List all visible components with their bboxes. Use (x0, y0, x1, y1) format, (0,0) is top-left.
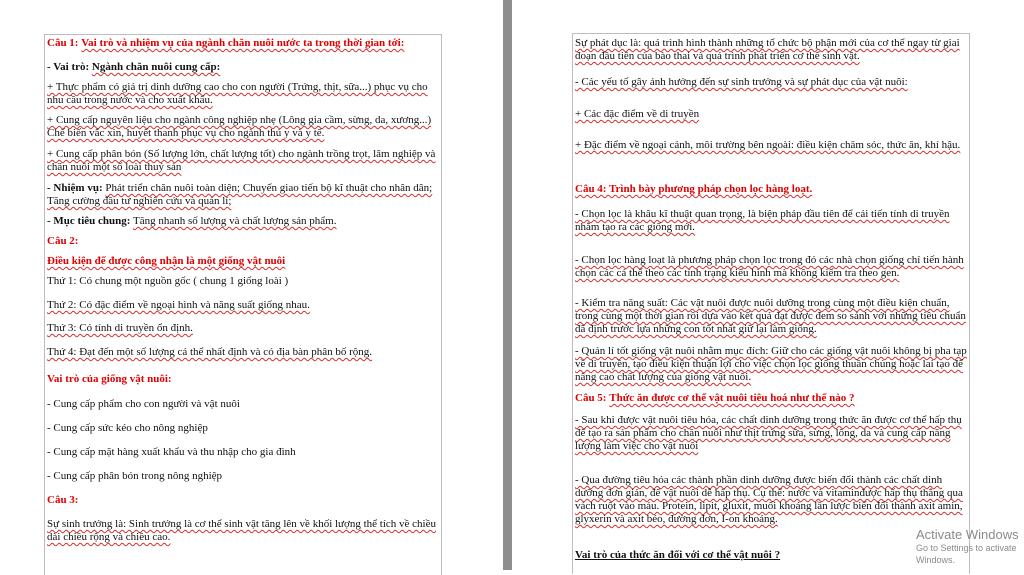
question-5-heading: Câu 5: Thức ăn được cơ thể vật nuôi tiêu hoá như thế nào ? (575, 392, 855, 404)
breed-role-1: - Cung cấp phẩm cho con người và vật nuôi (47, 398, 240, 410)
condition-4: Thứ 4: Đạt đến một số lượng cá thể nhất định và có địa bàn phân bố rộng. (47, 346, 373, 358)
goal-paragraph: - Mục tiêu chung: Tăng nhanh số lượng và chất lượng sản phẩm. (47, 215, 337, 227)
document-page-left[interactable] (44, 34, 442, 575)
factor-environment: + Đặc điểm về ngoại cảnh, môi trường bên ngoài: điều kiện chăm sóc, thức ăn, khí hậu. (575, 139, 961, 151)
role-heading: - Vai trò: Ngành chăn nuôi cung cấp: (47, 61, 221, 73)
role-item-fertilizer: + Cung cấp phân bón (Số lượng lớn, chất lượng tốt) cho ngành trồng trọt, lâm nghiệp và chăn nuôi một số loài thuỷ sản (47, 148, 436, 173)
breed-role-4: - Cung cấp phân bón trong nông nghiệp (47, 470, 223, 482)
development-definition: Sự phát dục là: quá trình hình thành những tổ chức bộ phận mới của cơ thể ngay từ giai đoạn đầu tiên của bào thai và quá trình phát triển cơ thể sinh vật. (575, 37, 960, 62)
tasks-paragraph: - Nhiệm vụ: Phát triển chăn nuôi toàn diện; Chuyển giao tiến bộ kĩ thuật cho nhân dân; Tăng cường đầu tư nghiên cứu và quản lí; (47, 182, 433, 207)
productivity-test-paragraph: - Kiểm tra năng suất: Các vật nuôi được nuôi dưỡng trong cùng một điều kiện chuẩn, trong cùng một thời gian rồi dựa vào kết quả đạt được đem so sánh với những tiêu chuẩn đã định trước lựa những con tốt nhất giữ lại làm giống. (575, 297, 966, 335)
growth-definition: Sự sinh trưởng là: Sinh trưởng là cơ thể sinh vật tăng lên về khối lượng thể tích về chiều dài chiều rộng và chiều cao. (47, 518, 436, 543)
breed-role-2: - Cung cấp sức kéo cho nông nghiệp (47, 422, 208, 434)
question-4-heading: Câu 4: Trình bày phương pháp chọn lọc hàng loạt. (575, 183, 813, 195)
factor-genetics: + Các đặc điểm về di truyền (575, 108, 700, 120)
breed-role-heading: Vai trò của giống vật nuôi: (47, 373, 172, 385)
factors-heading: - Các yếu tố gây ảnh hưởng đến sự sinh trưởng và sự phát dục của vật nuôi: (575, 76, 908, 88)
condition-1: Thứ 1: Có chung một nguồn gốc ( chung 1 giống loài ) (47, 275, 289, 287)
digestion-paragraph-2: - Qua đường tiêu hóa các thành phần dinh dưỡng được biến đổi thành các chất dinh dưỡng đơn giản, để vật nuôi dễ hấp thụ. Cụ thể: nước và vitaminđược hấp thụ thẳng qua vách ruột vào máu. Protein, lipit, gluxit, muối khoáng lần lược biến đổi thành axit amin, glyxerin và axit béo, đường đơn, I-on khoáng. (575, 474, 963, 525)
breed-role-3: - Cung cấp mặt hàng xuất khẩu và thu nhập cho gia đình (47, 446, 296, 458)
breed-management-paragraph: - Quản lí tốt giống vật nuôi nhằm mục đích: Giữ cho các giống vật nuôi không bị pha tạp về di truyền, tạo điều kiện thuận lợi cho việc chọn lọc giống thuần chủng hoặc lai tạo để nâng cao chất lượng của giống vật nuôi. (575, 345, 967, 383)
question-2-label: Câu 2: (47, 235, 79, 247)
selection-paragraph-1: - Chọn lọc là khâu kĩ thuật quan trọng, là biện pháp đầu tiên để cải tiến tính di truyền nhằm tạo ra các giống mới. (575, 208, 950, 233)
watermark-title: Activate Windows (916, 527, 1019, 542)
watermark-subtitle: Go to Settings to activate Windows. (916, 543, 1017, 565)
condition-2: Thứ 2: Có đặc điểm về ngoại hình và năng suất giống nhau. (47, 299, 310, 311)
condition-3: Thứ 3: Có tính di truyền ổn định. (47, 322, 193, 334)
breed-condition-heading: Điều kiện để được công nhận là một giống vật nuôi (47, 255, 286, 267)
activate-windows-watermark (916, 527, 1024, 566)
digestion-paragraph-1: - Sau khi được vật nuôi tiêu hóa, các chất dinh dưỡng trong thức ăn được cơ thể hấp thụ để tạo ra sản phẩm cho chăn nuôi như thịt trứng sữa, sừng, lông, da và cung cấp năng lượng làm việc cho vật nuôi (575, 414, 962, 452)
document-page-right[interactable] (572, 33, 970, 574)
role-item-food: + Thực phẩm có giá trị dinh dưỡng cao cho con người (Trứng, thịt, sữa...) phục vụ cho nhu cầu trong nước và cho xuất khẩu. (47, 81, 428, 106)
role-item-materials: + Cung cấp nguyên liệu cho ngành công nghiệp nhẹ (Lông gia cầm, sừng, da, xương...) Chế biến vắc xin, huyết thanh phục vụ cho ngành thú y và y tế. (47, 114, 432, 139)
question-1-heading: Câu 1: Vai trò và nhiệm vụ của ngành chăn nuôi nước ta trong thời gian tới: (47, 37, 405, 49)
feed-role-heading: Vai trò của thức ăn đối với cơ thể vật nuôi ? (575, 549, 781, 561)
page-split-divider[interactable] (503, 0, 512, 570)
question-3-label: Câu 3: (47, 494, 79, 506)
selection-paragraph-2: - Chọn lọc hàng loạt là phương pháp chọn lọc trong đó các nhà chọn giống chỉ tiến hành chọn các cá thể theo các tính trạng kiểu hình mà không kiểm tra theo gen. (575, 254, 964, 279)
